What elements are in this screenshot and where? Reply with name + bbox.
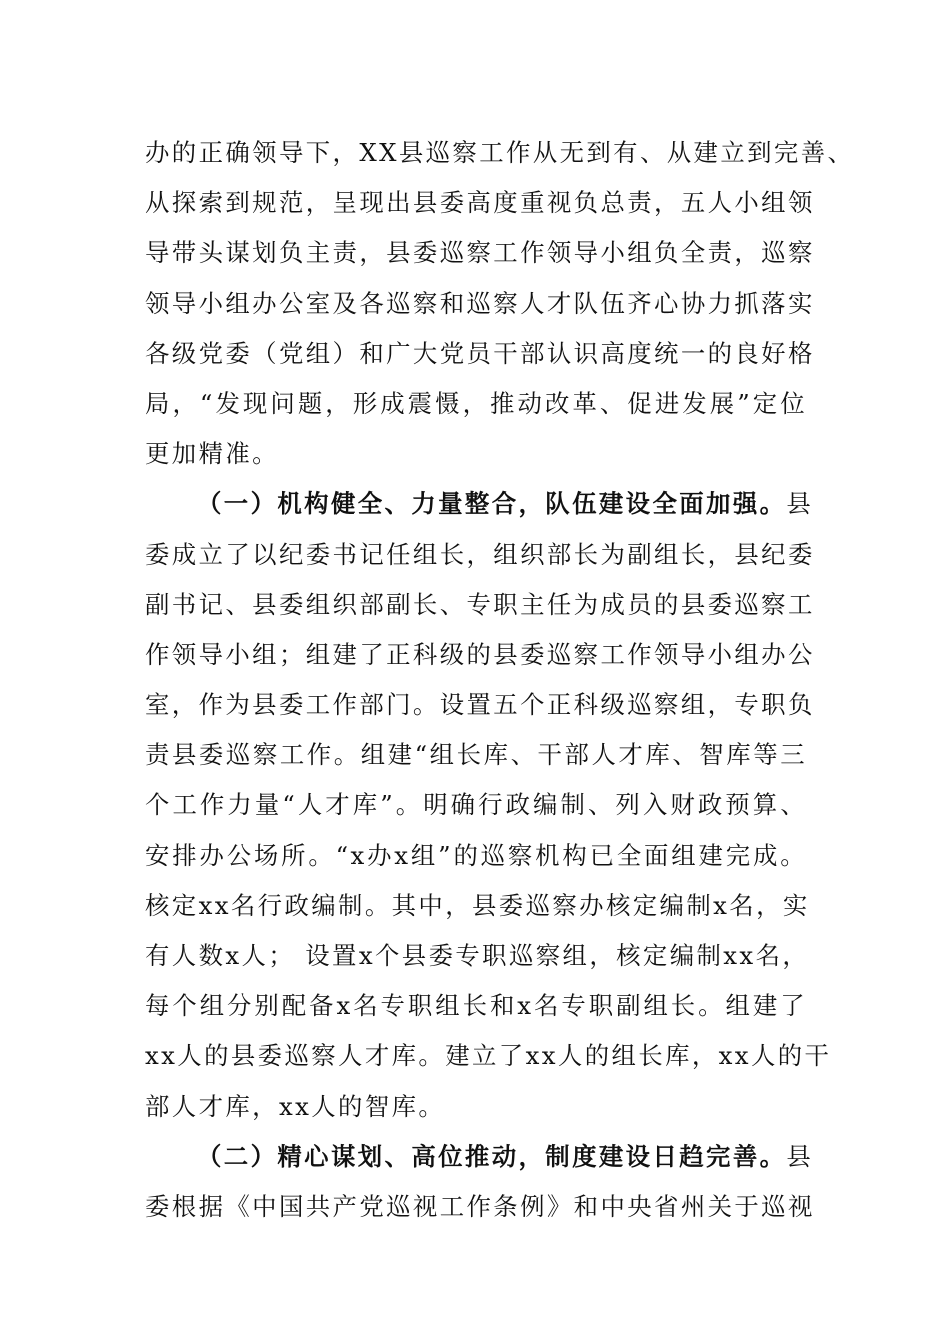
paragraph-section-2 [145, 1132, 815, 1232]
document-page [145, 128, 855, 1232]
text-line: 室，作为县委工作部门。设置五个正科级巡察组，专职负 [145, 690, 815, 720]
text-line: 更加精准。 [145, 439, 279, 469]
text-line: xx人的县委巡察人才库。建立了xx人的组长库，xx人的干 [145, 1041, 832, 1071]
section-heading: （二）精心谋划、高位推动，制度建设日趋完善。 [197, 1141, 787, 1171]
text-line: 作领导小组；组建了正科级的县委巡察工作领导小组办公 [145, 639, 815, 669]
text-line: 有人数x人； 设置x个县委专职巡察组，核定编制xx名， [145, 941, 810, 970]
text-line: 个工作力量“人才库”。明确行政编制、列入财政预算、 [145, 790, 807, 820]
text-line: 部人才库，xx人的智库。 [145, 1091, 446, 1121]
section-heading-line [145, 1132, 814, 1182]
text-line: 从探索到规范，呈现出县委高度重视负总责，五人小组领 [145, 188, 815, 218]
text-line: 委根据《中国共产党巡视工作条例》和中央省州关于巡视 [145, 1191, 815, 1221]
text-line: 导带头谋划负主责，县委巡察工作领导小组负全责，巡察 [145, 238, 815, 268]
text-line: 领导小组办公室及各巡察和巡察人才队伍齐心协力抓落实 [145, 288, 815, 318]
section-heading-line [145, 479, 814, 529]
text-line: 各级党委（党组）和广大党员干部认识高度统一的良好格 [145, 338, 815, 368]
text-line: 核定xx名行政编制。其中，县委巡察办核定编制x名，实 [145, 890, 810, 920]
text-line: 责县委巡察工作。组建“组长库、干部人才库、智库等三 [145, 740, 807, 770]
text-line: 副书记、县委组织部副长、专职主任为成员的县委巡察工 [145, 589, 815, 619]
text-line: 安排办公场所。“x办x组”的巡察机构已全面组建完成。 [145, 840, 807, 870]
text-line: 办的正确领导下，XX县巡察工作从无到有、从建立到完善、 [145, 138, 855, 167]
paragraph-section-1 [145, 479, 832, 1131]
text-line: 委成立了以纪委书记任组长，组织部长为副组长，县纪委 [145, 539, 815, 569]
text-run: 县 [786, 1141, 814, 1171]
paragraph-intro [145, 128, 855, 479]
text-line: 局，“发现问题，形成震慑，推动改革、促进发展”定位 [145, 388, 807, 418]
section-heading: （一）机构健全、力量整合，队伍建设全面加强。 [197, 489, 787, 519]
text-run: 县 [786, 489, 814, 519]
text-line: 每个组分别配备x名专职组长和x名专职副组长。组建了 [145, 991, 807, 1021]
